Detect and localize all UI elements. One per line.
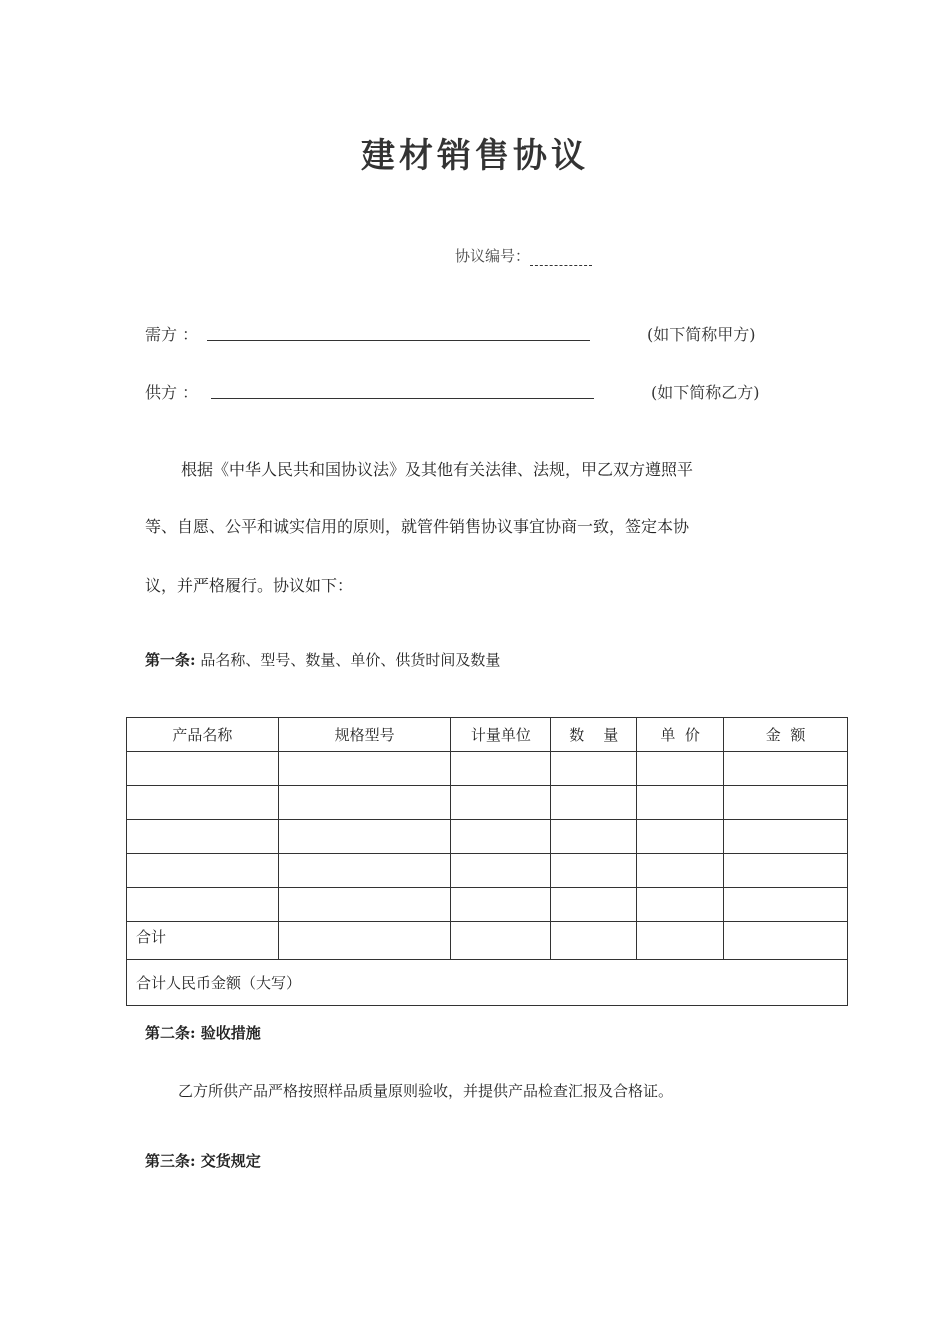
total-rmb-label: 合计人民币金额（大写） <box>127 960 848 1006</box>
article-3-heading: 第三条: <box>145 1152 196 1170</box>
seller-note: (如下简称乙方) <box>651 383 760 402</box>
table-row <box>127 752 848 786</box>
total-label: 合计 <box>127 922 279 960</box>
article-1-text: 品名称、型号、数量、单价、供货时间及数量 <box>195 651 501 669</box>
article-1-heading: 第一条: <box>145 651 196 669</box>
agreement-number-blank[interactable] <box>530 251 592 266</box>
document-title: 建材销售协议 <box>361 136 589 176</box>
header-quantity: 数 量 <box>551 718 637 752</box>
table-total-rmb-row <box>127 960 848 1006</box>
agreement-number-label: 协议编号： <box>455 247 531 265</box>
intro-line-1: 根据《中华人民共和国协议法》及其他有关法律、法规，甲乙双方遵照平 <box>181 460 694 479</box>
buyer-note: (如下简称甲方) <box>647 325 756 344</box>
agreement-number <box>455 245 592 266</box>
table-row <box>127 786 848 820</box>
seller-blank-line[interactable] <box>211 398 594 399</box>
article-1 <box>145 649 500 670</box>
table-total-row <box>127 922 848 960</box>
header-product-name: 产品名称 <box>127 718 279 752</box>
header-amount: 金 额 <box>724 718 848 752</box>
header-unit-price: 单 价 <box>637 718 724 752</box>
table-header-row <box>127 718 848 752</box>
header-unit: 计量单位 <box>451 718 551 752</box>
table-row <box>127 854 848 888</box>
table-row <box>127 888 848 922</box>
goods-table <box>126 717 848 1006</box>
buyer-blank-line[interactable] <box>207 340 590 341</box>
article-3-text: 交货规定 <box>195 1152 261 1170</box>
table-row <box>127 820 848 854</box>
header-spec-model: 规格型号 <box>278 718 451 752</box>
article-3 <box>145 1150 261 1171</box>
intro-line-3: 议，并严格履行。协议如下： <box>145 576 354 595</box>
article-2 <box>145 1022 261 1043</box>
buyer-label: 需方 ： <box>145 325 199 344</box>
seller-label: 供方 ： <box>145 383 199 402</box>
article-2-heading: 第二条: <box>145 1024 196 1042</box>
intro-line-2: 等、自愿、公平和诚实信用的原则，就管件销售协议事宜协商一致，签定本协 <box>145 517 690 536</box>
article-2-text: 验收措施 <box>195 1024 261 1042</box>
article-2-body: 乙方所供产品严格按照样品质量原则验收，并提供产品检查汇报及合格证。 <box>178 1082 674 1100</box>
